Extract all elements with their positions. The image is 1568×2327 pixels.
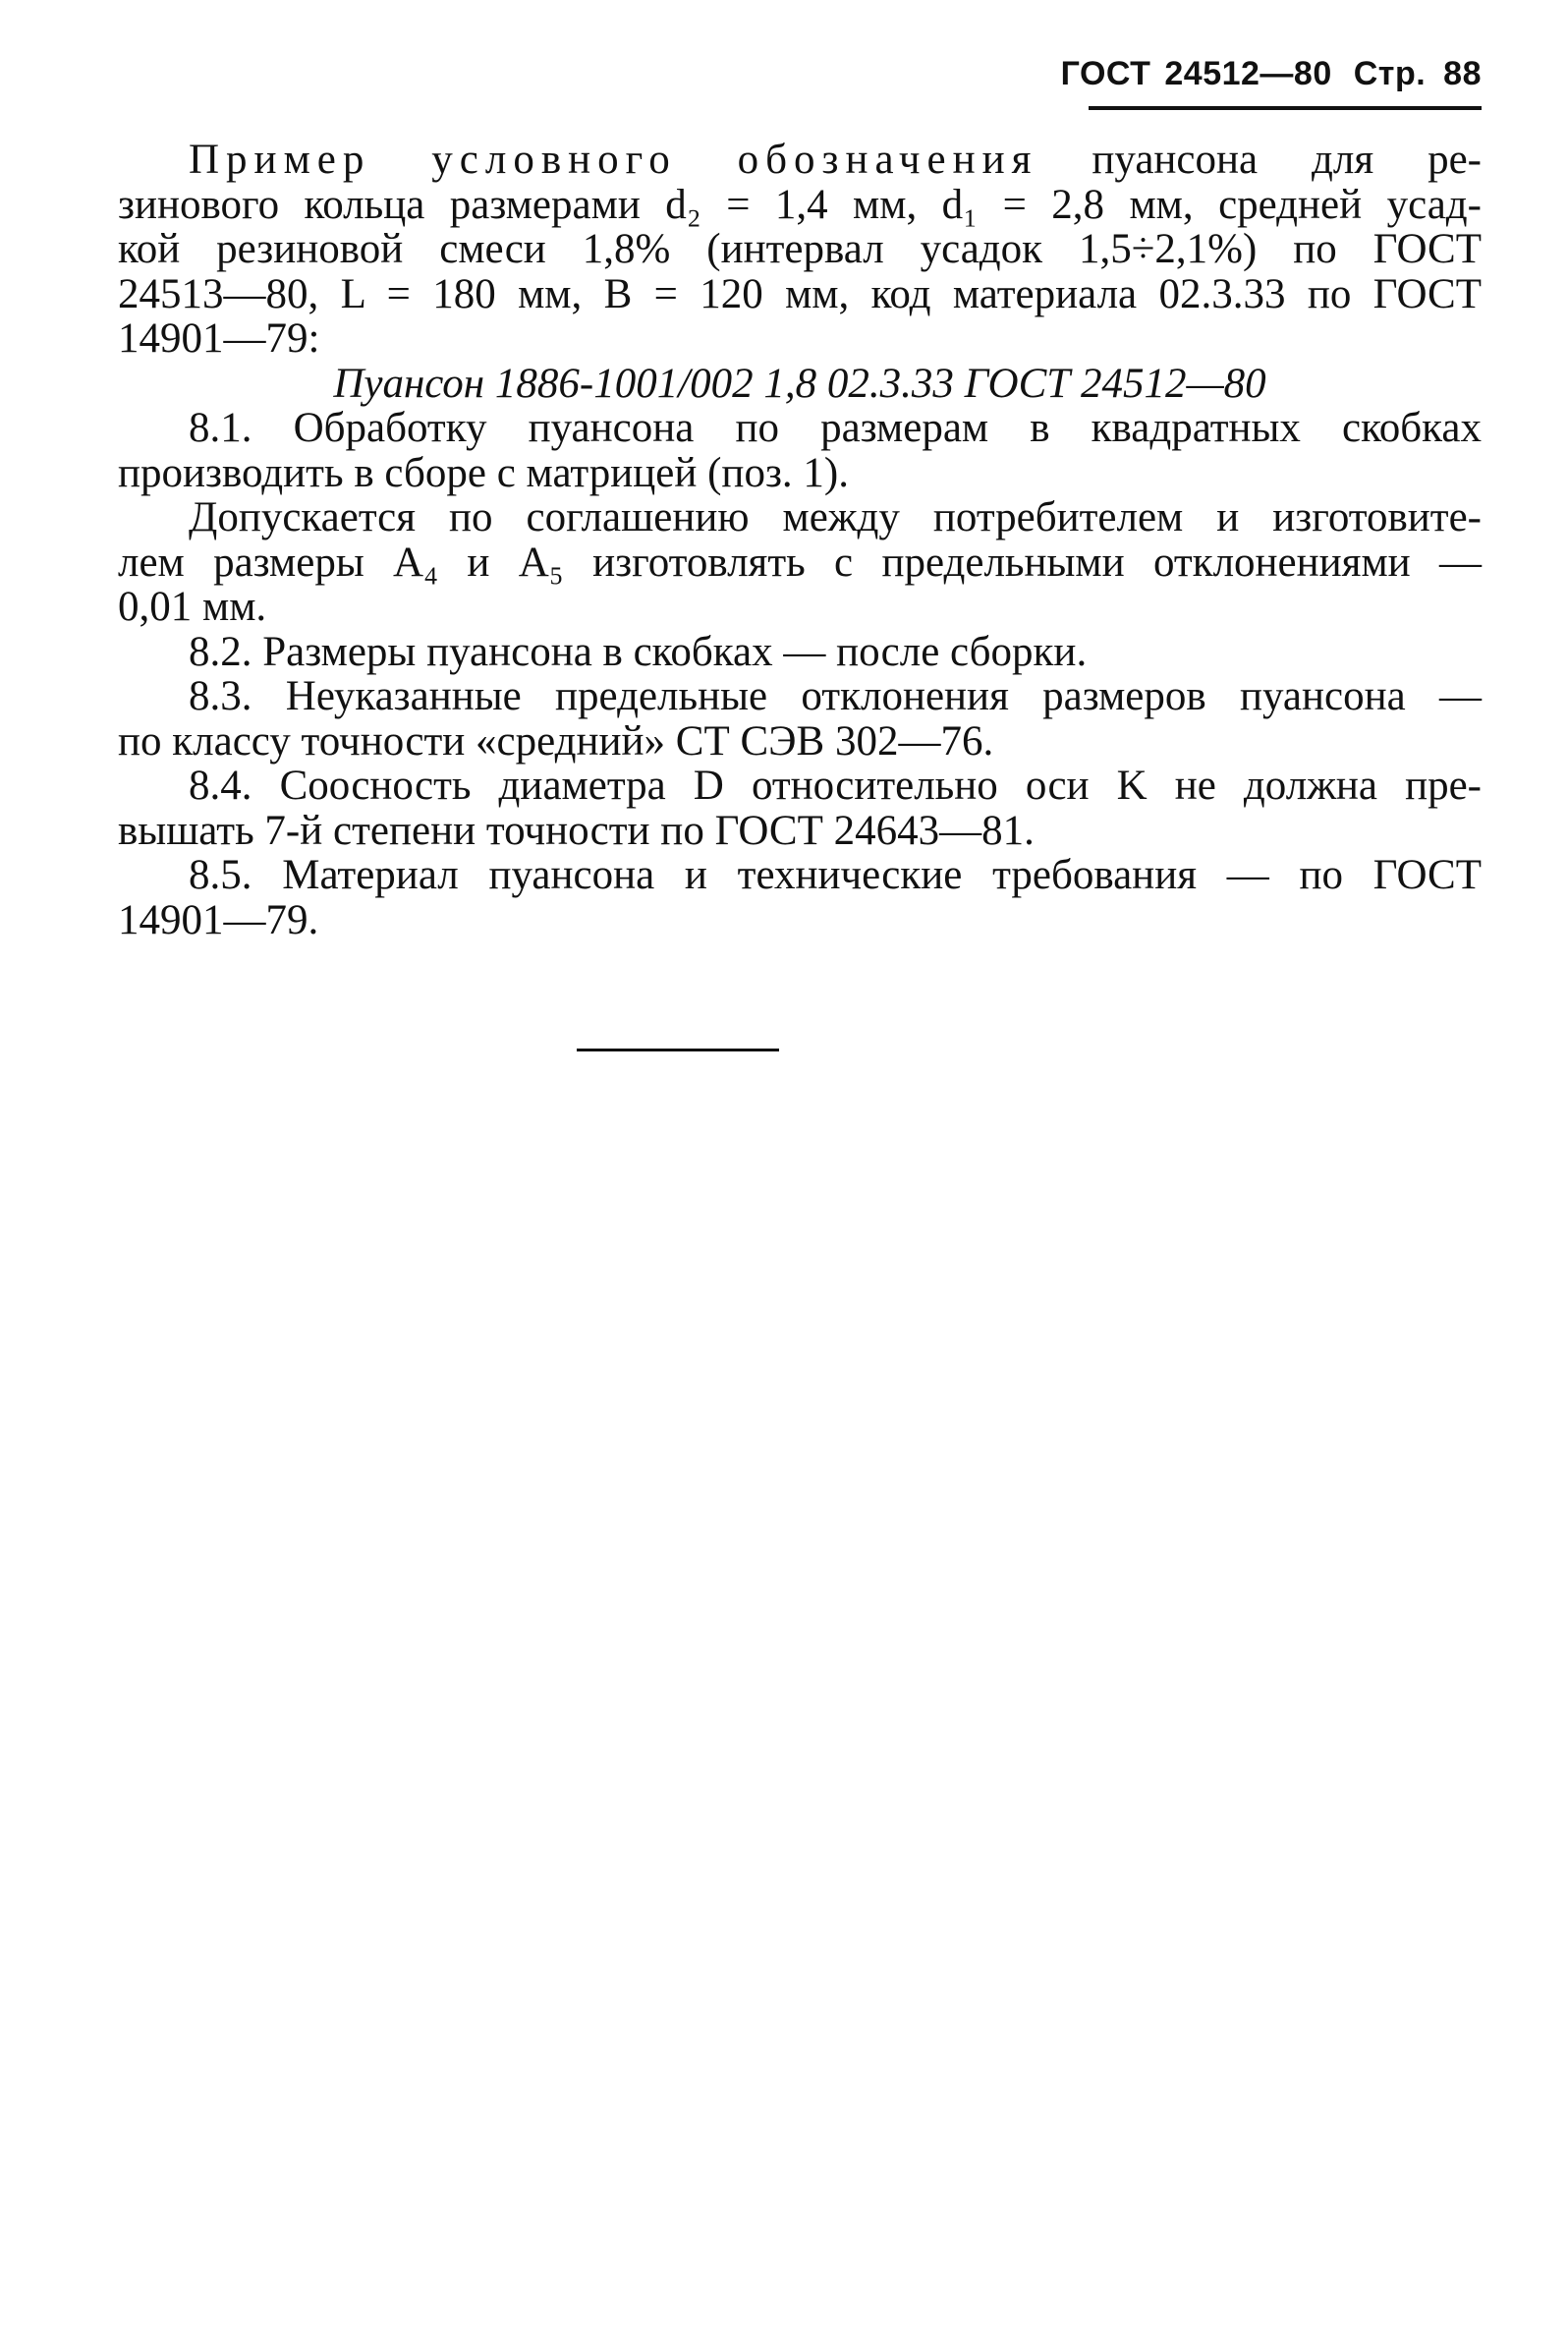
- tolerance-note: [118, 495, 1482, 630]
- example-line-3: кой резиновой смеси 1,8% (интервал усадок 1,5÷2,1%) по ГОСТ: [118, 226, 1482, 272]
- example-lead: Пример условного обозначения: [189, 137, 1038, 183]
- clause-8-2: [118, 630, 1482, 675]
- document-body: [118, 138, 1482, 942]
- page-header: [1061, 55, 1482, 93]
- clause-8-1-line-1: 8.1. Обработку пуансона по размерам в квадратных скобках: [189, 405, 1482, 451]
- clause-8-4-line-2: вышать 7-й степени точности по ГОСТ 24643—81.: [118, 807, 1035, 854]
- header-standard-number: 24512—80: [1164, 55, 1332, 92]
- end-of-text-rule: [577, 1049, 779, 1051]
- clause-8-3-line-2: по классу точности «средний» СТ СЭВ 302—76.: [118, 717, 994, 765]
- header-page-label: Стр.: [1353, 55, 1427, 92]
- tolerance-note-line-2: лем размеры A₄ и A₅ изготовлять с предельными отклонениями —: [118, 539, 1482, 586]
- document-page: [118, 0, 1482, 2327]
- tolerance-note-line-3: 0,01 мм.: [118, 584, 267, 630]
- designation-example: Пуансон 1886-1001/002 1,8 02.3.33 ГОСТ 24512—80: [333, 360, 1266, 407]
- clause-8-4: [118, 764, 1482, 853]
- clause-8-1-line-2: производить в сборе с матрицей (поз. 1).: [118, 449, 849, 496]
- clause-8-3: [118, 674, 1482, 764]
- example-paragraph: [118, 138, 1482, 362]
- clause-8-5-line-1: 8.5. Материал пуансона и технические требования — по ГОСТ: [189, 852, 1482, 898]
- clause-8-5-line-2: 14901—79.: [118, 896, 319, 943]
- clause-8-3-line-1: 8.3. Неуказанные предельные отклонения размеров пуансона —: [189, 673, 1482, 719]
- header-page-number: 88: [1443, 55, 1482, 92]
- header-standard: ГОСТ: [1060, 55, 1151, 92]
- tolerance-note-line-1: Допускается по соглашению между потребителем и изготовите-: [189, 494, 1482, 540]
- clause-8-1: [118, 406, 1482, 495]
- header-rule: [1089, 106, 1482, 110]
- clause-8-2-line-1: 8.2. Размеры пуансона в скобках — после сборки.: [189, 628, 1088, 675]
- clause-8-4-line-1: 8.4. Соосность диаметра D относительно оси K не должна пре-: [189, 763, 1482, 809]
- example-line-1: пуансона для ре-: [1092, 137, 1482, 183]
- example-line-5: 14901—79:: [118, 315, 320, 362]
- clause-8-5: [118, 853, 1482, 942]
- example-line-2: зинового кольца размерами d₂ = 1,4 мм, d₁ = 2,8 мм, средней усад-: [118, 181, 1482, 228]
- example-line-4: 24513—80, L = 180 мм, B = 120 мм, код материала 02.3.33 по ГОСТ: [118, 270, 1482, 317]
